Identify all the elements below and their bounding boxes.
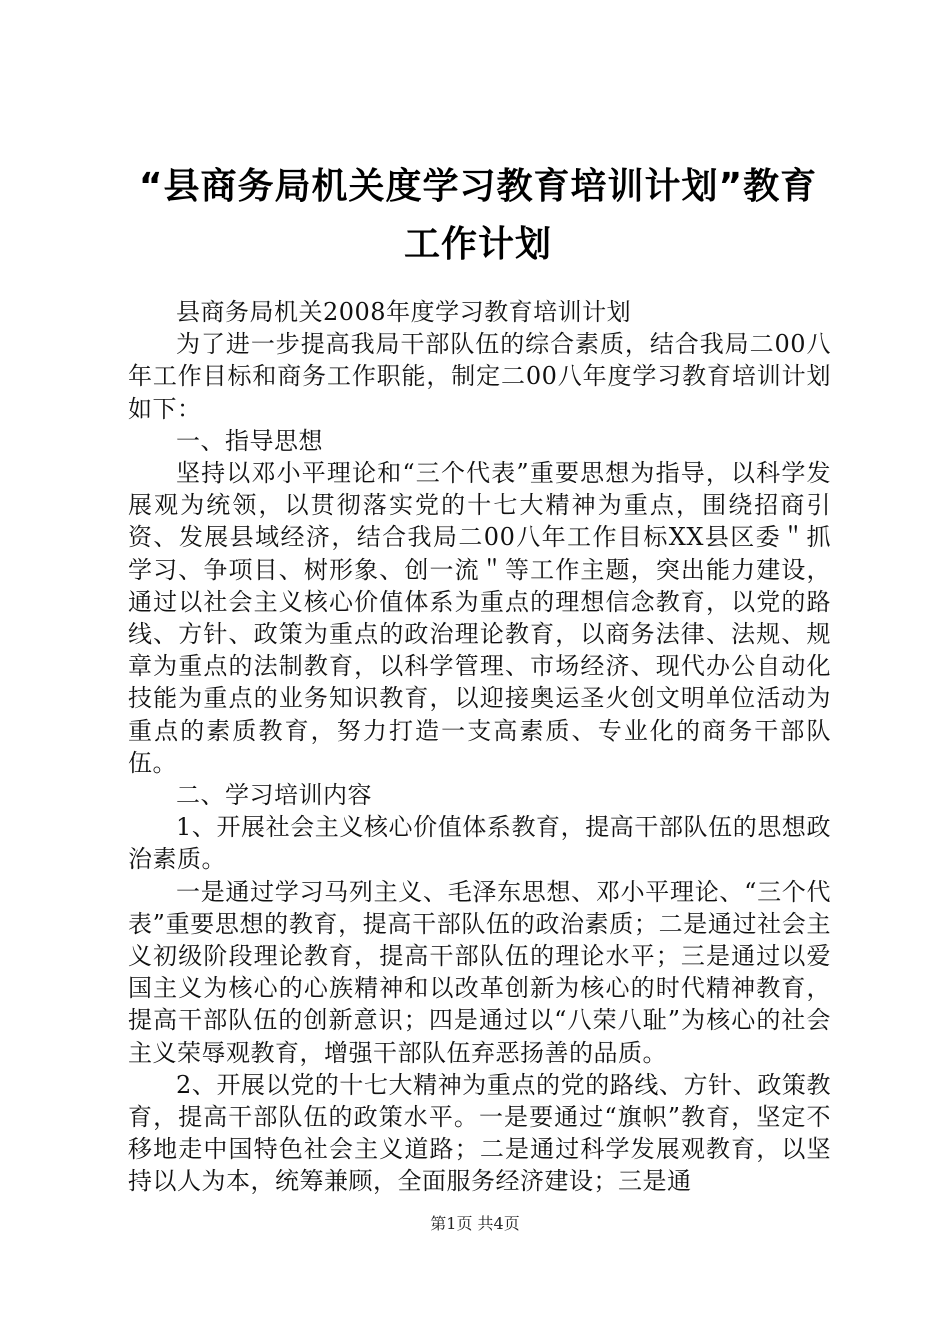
document-title: “县商务局机关度学习教育培训计划”教育工作计划 <box>138 166 818 265</box>
item-1-paragraph: 一是通过学习马列主义、毛泽东思想、邓小平理论、“三个代表”重要思想的教育，提高干部队伍的政治素质；二是通过社会主义初级阶段理论教育，提高干部队伍的理论水平；三是通过以爱国主义为核心的心族精神和以改革创新为核心的时代精神教育，提高干部队伍的创新意识；四是通过以“八荣八耻”为核心的社会主义荣辱观教育，增强干部队伍弃恶扬善的品质。 <box>128 877 831 1067</box>
section-heading-guiding-ideology: 一、指导思想 <box>176 426 323 455</box>
intro-paragraph: 为了进一步提高我局干部队伍的综合素质，结合我局二00八年工作目标和商务工作职能，制定二00八年度学习教育培训计划如下： <box>128 330 831 423</box>
plan-heading: 县商务局机关2008年度学习教育培训计划 <box>176 298 632 326</box>
item-1-heading: 1、开展社会主义核心价值体系教育，提高干部队伍的思想政治素质。 <box>128 813 831 874</box>
item-2-paragraph: 2、开展以党的十七大精神为重点的党的路线、方针、政策教育，提高干部队伍的政策水平。一是要通过“旗帜”教育，坚定不移地走中国特色社会主义道路；二是通过科学发展观教育，以坚持以人为本，统筹兼顾，全面服务经济建设；三是通 <box>128 1070 831 1196</box>
document-body <box>128 296 831 1198</box>
guiding-ideology-paragraph: 坚持以邓小平理论和“三个代表”重要思想为指导，以科学发展观为统领，以贯彻落实党的十七大精神为重点，围绕招商引资、发展县域经济，结合我局二00八年工作目标XX县区委＂抓学习、争项目、树形象、创一流＂等工作主题，突出能力建设，通过以社会主义核心价值体系为重点的理想信念教育，以党的路线、方针、政策为重点的政治理论教育，以商务法律、法规、规章为重点的法制教育，以科学管理、市场经济、现代办公自动化技能为重点的业务知识教育，以迎接奥运圣火创文明单位活动为重点的素质教育，努力打造一支高素质、专业化的商务干部队伍。 <box>128 459 831 777</box>
section-heading-training-content: 二、学习培训内容 <box>176 781 372 810</box>
page-number-footer: 第1页 共4页 <box>430 1214 520 1233</box>
